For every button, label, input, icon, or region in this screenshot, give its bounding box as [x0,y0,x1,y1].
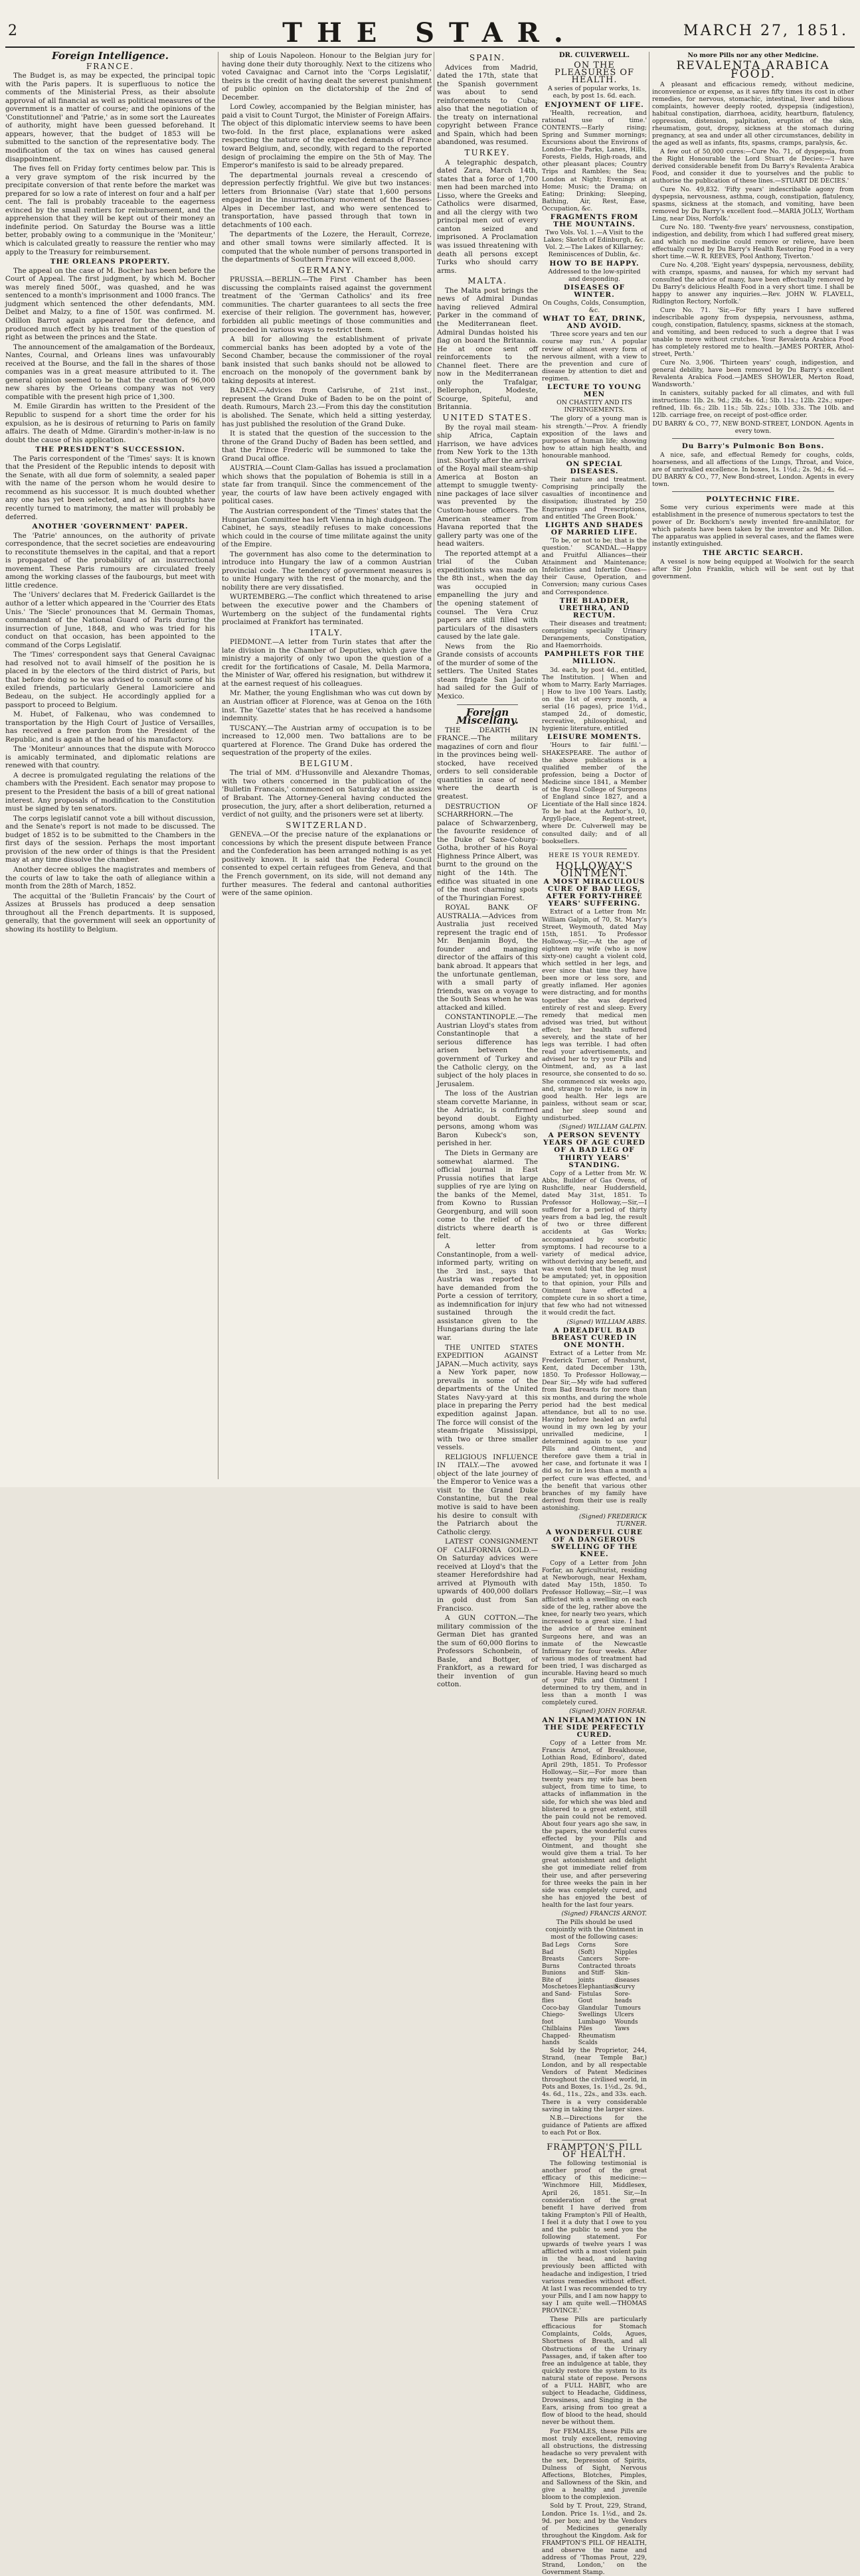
ad-holloway-sub: A DREADFUL BAD BREAST CURED IN ONE MONTH. [551,1326,638,1349]
article-paragraph: Mr. Mather, the young Englishman who was cut down by an Austrian officer at Florence, was at Genoa on the 16th inst. The 'Gazette' states that he has received a handsome indemnity. [222,689,432,723]
ailment-item: Bad Legs [542,1942,570,1949]
ad-holloway-letter: Copy of a Letter from Mr. Francis Arnot, of Breakhouse, Lothian Road, Edinboro', dated April 29th, 1851. To Professor Holloway,—Sir,—For more than twenty years my wife has been subject, from time to time, to attacks of inflammation in the side, for which she was bled and blistered to a great extent, still the pain could not be removed. About four years ago she saw, in the papers, the wonderful cures effected by your Pills and Ointment, and thought she would give them a trial. To her great astonishment and delight she got immediate relief from their use, and after persevering for three weeks the pain in her side was completely cured, and she has enjoyed the best of health for the last four years. [542,1739,647,1909]
ad-bladder-text: Their diseases and treatment; comprising specially Urinary Derangements, Constipation, and Haemorrhoids. [542,619,647,650]
ad-fragments-text: Two Vols. Vol. 1.—A Visit to the Lakes; Sketch of Edinburgh, &c. Vol. 2.—The Lakes of Killarney; Reminiscences of Dublin, &c. [543,229,645,259]
ad-frampton-text: For FEMALES, these Pills are most truly excellent, removing all obstructions, the distressing headache so very prevalent with the sex, Depression of Spirits, Dulness of Sight, Nervous Affections, Blotches, Pimples, and Sallowness of the Skin, and give a healthy and juvenile bloom to the complexion. [542,2427,647,2502]
arctic-title: THE ARCTIC SEARCH. [703,549,804,558]
ad-culverwell-name: DR. CULVERWELL. [559,52,630,59]
ad-holloway-signature: (Signed) FREDERICK TURNER. [578,1513,647,1528]
article-paragraph: News from the Rio Grande consists of accounts of the murder of some of the settlers. The United States steam frigate San Jacinto had sailed for the Gulf of Mexico. [437,642,538,701]
article-paragraph: The 'Moniteur' announces that the dispute with Morocco is amicably terminated, and diplomatic relations are renewed with that country. [5,745,215,770]
article-paragraph: The Paris correspondent of the 'Times' says: It is known that the President of the Republic intends to deposit with the Senate, with all due form of solemnity, a sealed paper with the name of the person whom he would desire to recommend as his successor. It is much doubted whether any one has yet been selected, and as his thoughts have recently turned to matrimony, the matter will probably be deferred. [5,454,215,521]
heading-united-states: UNITED STATES. [442,412,533,422]
ad-special-title: ON SPECIAL DISEASES. [566,459,623,476]
ad-frampton-text: Sold by T. Prout, 229, Strand, London. Price 1s. 1½d., and 2s. 9d. per box; and by the Vendors of Medicines generally throughout the Kingdom. Ask for FRAMPTON'S PILL OF HEALTH, and observe the name and address of 'Thomas Prout, 229, Strand, London,' on the Government Stamp. [542,2502,647,2576]
ad-pamphlets-title: PAMPHLETS FOR THE MILLION. [544,650,645,666]
ailment-item: Glandular Swellings [578,2004,608,2019]
masthead-rule [5,46,855,48]
article-paragraph: The announcement of the amalgamation of the Bordeaux, Nantes, Cournal, and Orleans lines was unfavourably received at the Bourse, and the fall in the shares of those companies was in a great measure attributed to it. The general opinion seemed to be that the creation of 96,000 new shares by the Orleans company was not very compatible with the present high price of 1,300. [5,343,215,401]
ailment-item: Coco-bay [542,2004,570,2012]
article-paragraph: The appeal on the case of M. Bocher has been before the Court of Appeal. The first judgment, by which M. Bocher was merely fined 500f., was quashed, and he was sentenced to a month's imprisonment and 1000 francs. The judgment which sentenced the other defendants, MM. Delbet and Malzy, to a fine of 150f. was confirmed. M. Odillon Barrot again appeared for the defence, and produced much effect by his treatment of the question of right as between the princes and the State. [5,266,215,342]
ailment-item: Fistulas [578,1990,602,1998]
ad-holloway-signature: (Signed) JOHN FORFAR. [569,1708,647,1716]
masthead [0,0,860,48]
heading-italy: ITALY. [309,627,344,637]
ad-pleasures-sub: A series of popular works, 1s. each, by post 1s. 6d. each. [548,85,641,100]
misc-paragraph: THE UNITED STATES EXPEDITION AGAINST JAPAN.—Much activity, says a New York paper, now prevails in some of the departments of the United States Navy-yard at this place in preparing the Perry expedition against Japan. The force will consist of the steam-frigate Mississippi, with two or three smaller vessels. [437,1343,538,1452]
article-paragraph: A decree is promulgated regulating the relations of the chambers with the President. Each senator may propose to present to the President the basis of a bill of great national interest. Any proposals of modification to the Constitution must be signed by ten senators. [5,771,215,813]
ad-divider [562,848,627,849]
polytechnic-text: Some very curious experiments were made at this establishment in the presence of numerous spectators to test the power of Dr. Bockhorn's newly invented fire-annihilator, for which patents have been taken by the inventor and Mr. Dillon. The apparatus was applied in several cases, and the flames were instantly extinguished. [652,504,854,548]
ad-holloway-title: HOLLOWAY'S OINTMENT. [555,859,634,879]
ailment-item: Bite of Moschetoes and Sand-flies [542,1976,578,2005]
ad-divider [672,491,834,492]
ailment-item: Chiego-foot [542,2012,565,2026]
ailment-item: Wounds [614,2018,638,2026]
article-paragraph: It is stated that the question of the succession to the throne of the Grand Duchy of Baden has been settled, and that the Prince Frederic will be summoned to take the Grand Ducal office. [222,430,432,463]
heading-switzerland: SWITZERLAND. [286,820,368,830]
issue-date: MARCH 27, 1851. [683,23,848,39]
ad-divider [672,438,834,439]
ad-revalenta-cure: Cure No. 71. 'Sir,—For fifty years I have suffered indescribable agony from dyspepsia, nervousness, asthma, cough, constipation, flatulency, spasms, sickness at the stomach, and vomiting, and been reduced to such a degree that I was unable to move without crutches. Your Revalenta Arabica Food has completely restored me to health.—JAMES PORTER, Athol-street, Perth.' [652,307,854,359]
ad-lecture-sub: ON CHASTITY AND ITS INFRINGEMENTS. [557,399,632,414]
ad-happy-text: Addressed to the low-spirited and desponding. [548,268,641,283]
ad-pulmonic-title: Du Barry's Pulmonic Bon Bons. [681,442,825,451]
ailment-item: Sore Nipples [614,1942,638,1956]
article-paragraph: Another decree obliges the magistrates and members of the courts of law to take the oath of allegiance within a month from the 28th of March, 1852. [5,865,215,891]
ailment-item: Tumours [614,2004,641,2012]
column-2 [222,52,432,1479]
article-paragraph: The government has also come to the determination to introduce into Hungary the law of a common Austrian provincial code. The tendency of government measures is to unite Hungary with the rest of the monarchy, and the nobility there are very dissatisfied. [222,550,432,592]
article-paragraph: Advices from Madrid, dated the 17th, state that the Spanish government was about to send reinforcements to Cuba; also that the negotiation of the treaty on international copyright between France and Spain, which had been abandoned, was resumed. [437,63,538,147]
ad-holloway-list-intro: The Pills should be used conjointly with the Ointment in most of the following cases: [545,1919,644,1941]
ailment-item: Corns (Soft) [578,1942,596,1956]
article-paragraph: M. Emile Girardin has written to the President of the Republic to suspend for a short time the order for his expulsion, as he is desirous of returning to Paris on family affairs. The death of Mdme. Girardin's mother-in-law is no doubt the cause of his application. [5,402,215,444]
ad-lights-title: LIGHTS AND SHADES OF MARRIED LIFE. [545,521,644,536]
ailment-item: Chapped-hands [542,2032,570,2047]
misc-paragraph: CONSTANTINOPLE.—The Austrian Lloyd's states from Constantinople that a serious difference has arisen between the government of Turkey and the Catholic clergy, on the subject of the holy places in Jerusalem. [437,1013,538,1088]
ad-happy-title: HOW TO BE HAPPY. [549,259,640,268]
misc-paragraph: A GUN COTTON.—The military commission of the German Diet has granted the sum of 60,000 florins to Professors Schonbein, of Basle, and Bottger, of Frankfort, as a reward for their invention of gun cotton. [437,1614,538,1689]
ad-enjoyment-text: 'Health, recreation, and rational use of time.' CONTENTS.—Early rising; Spring and Summer mornings; Excursions about the Environs of London—the Parks, Lanes, Hills, Forests, Fields, High-roads, and other pleasant places; Country Trips and Rambles; the Sea; London at Night; Evenings at Home; Music; the Drama; on Eating; Drinking; Sleeping, Bathing, Air, Rest, Ease, Occupation, &c. [542,109,647,212]
ad-holloway-sub: A PERSON SEVENTY YEARS OF AGE CURED OF A BAD LEG OF THIRTY YEARS' STANDING. [543,1131,645,1169]
ailment-item: Lumbago [578,2018,606,2026]
article-paragraph: The 'Patrie' announces, on the authority of private correspondence, that the secret societies are endeavouring to reconstitute themselves in the capital, and that a report is propagated of the probability of an insurrectional movement. These Paris rumours are circulated freely among the working classes of the faubourgs, but meet with little credence. [5,531,215,590]
ailment-item: Bad Breasts [542,1949,564,1963]
ad-revalenta-cure: Cure No. 49,832. 'Fifty years' indescribable agony from dyspepsia, nervousness, asthma, cough, constipation, flatulency, spasms, sickness at the stomach, and vomiting, have been removed by Du Barry's excellent food.—MARIA JOLLY, Wortham Ling, near Diss, Norfolk.' [652,186,854,223]
ad-holloway-note: N.B.—Directions for the guidance of Patients are affixed to each Pot or Box. [542,2114,647,2136]
ad-bladder-title: THE BLADDER, URETHRA, AND RECTUM. [559,596,630,619]
ad-special-text: Their nature and treatment. Comprising principally the casualties of incontinence and dissipation; illustrated by 250 Engravings and Prescriptions, and entitled 'The Green Book.' [542,476,647,521]
ad-lecture-text: 'The glory of a young man is his strength.'—Prov. A friendly exposition of the laws and purposes of human life; showing how to attain high health, and honourable manhood. [542,415,647,459]
ailment-item: Contracted and Stiff-joints [578,1963,612,1984]
misc-paragraph: RELIGIOUS INFLUENCE IN ITALY.—The avowed object of the late journey of the Emperor to Venice was a visit to the Grand Duke Constantine, but the real motive is said to have been his desire to consult with the Patriarch about the Catholic clergy. [437,1453,538,1536]
ailment-item: Gout [578,1998,593,2005]
misc-paragraph: The Diets in Germany are somewhat alarmed. The official journal in East Prussia notifies that large supplies of rye are lying on the banks of the Memel, from Kowno to Russian Georgenburg, and will soon come to the relief of the districts where dearth is felt. [437,1149,538,1241]
ailment-item: Bunions [542,1970,566,1977]
ad-enjoyment-title: ENJOYMENT OF LIFE. [545,100,644,109]
newspaper-title: THE STAR. [282,17,578,48]
ad-eat-title: WHAT TO EAT, DRINK, AND AVOID. [543,315,646,331]
ad-holloway-sub: A MOST MIRACULOUS CURE OF BAD LEGS, AFTER FORTY-THREE YEARS' SUFFERING. [543,878,645,908]
ad-holloway-signature: (Signed) WILLIAM GALPIN. [559,1123,647,1131]
ad-pulmonic-text: A nice, safe, and effectual Remedy for coughs, colds, hoarseness, and all affections of the Lungs, Throat, and Voice, are of unrivalled excellence. In boxes, 1s. 1½d.; 2s. 9d.; 4s. 6d.—DU BARRY & CO., 77, New Bond-street, London. Agents in every town. [652,451,854,488]
subheading-government-paper: ANOTHER 'GOVERNMENT' PAPER. [32,523,189,531]
ailment-item: Piles [578,2026,592,2033]
misc-paragraph: The loss of the Austrian steam corvette Marianne, in the Adriatic, is confirmed beyond doubt. Eighty persons, among whom was Baron Kubeck's son, perished in her. [437,1089,538,1148]
ad-lights-text: 'To be, or not to be; that is the question.' SCANDAL.—Happy and Fruitful Alliances—their Attainment and Maintenance; Infelicities and Infertile Ones—their Cause, Operation, and Conversion; many curious Cases and Correspondence. [542,536,647,596]
ad-revalenta-cure: Cure No. 3,906. 'Thirteen years' cough, indigestion, and general debility, have been removed by Du Barry's excellent Revalenta Arabica Food.—JAMES SHOWLER, Merton Road, Wandsworth.' [652,359,854,389]
heading-malta: MALTA. [468,276,507,286]
heading-turkey: TURKEY. [464,148,511,158]
ad-leisure-title: LEISURE MOMENTS. [547,733,642,742]
ailment-item: Skin-diseases [614,1970,640,1984]
ad-remedy-head: HERE IS YOUR REMEDY. [549,852,640,859]
page-number: 2 [8,23,17,39]
article-paragraph: BADEN.—Advices from Carlsruhe, of 21st inst., represent the Grand Duke of Baden to be on the point of death. Rumours, March 23.—From this day the constitution is abolished. The Senate, which held a sitting yesterday, has just published the resolution of the Grand Duke. [222,386,432,428]
ad-holloway-letter: Extract of a Letter from Mr. William Galpin, of 70, St. Mary's Street, Weymouth, dated May 15th, 1851. To Professor Holloway,—Sir,—At the age of eighteen my wife (who is now sixty-one) caught a violent cold, which settled in her legs, and ever since that time they have been more or less sore, and greatly inflamed. Her agonies were distracting, and for months together she was deprived entirely of rest and sleep. Every remedy that medical men advised was tried, but without effect; her health suffered severely, and the state of her legs was terrible. I had often read your advertisements, and advised her to try your Pills and Ointment, and, as a last resource, she consented to do so. She commenced six weeks ago, and, strange to relate, is now in good health. Her legs are painless, without seam or scar, and her sleep sound and undisturbed. [542,908,647,1123]
article-paragraph: ship of Louis Napoleon. Honour to the Belgian jury for having done their duty thoroughly. Next to the citizens who voted Cavaignac and Carnot into the 'Corps Legislatif,' theirs is the credit of having dealt the severest punishment of public opinion on the dictatorship of the 2nd of December. [222,52,432,102]
ad-holloway-letter: Copy of a Letter from John Forfar, an Agriculturist, residing at Newborough, near Hexham, dated May 15th, 1850. To Professor Holloway,—Sir,—I was afflicted with a swelling on each side of the leg, rather above the knee, for nearly two years, which increased to a great size. I had the advice of three eminent Surgeons here, and was an inmate of the Newcastle Infirmary for four weeks. After various modes of treatment had been tried, I was discharged as incurable. Having heard so much of your Pills and Ointment I determined to try them, and in less than a month I was completely cured. [542,1559,647,1707]
article-paragraph: AUSTRIA.—Count Clam-Gallas has issued a proclamation which shows that the population of Bohemia is still in a state far from tranquil. Since the commencement of the year, the courts of law have been actively engaged with political cases. [222,464,432,506]
heading-belgium: BELGIUM. [299,758,355,768]
ailment-item: Elephantiasis [578,1984,618,1991]
ad-holloway-ailment-list [542,1942,647,2047]
article-paragraph: WURTEMBERG.—The conflict which threatened to arise between the executive power and the Chambers of Wurtemberg on the subject of the fundamental rights proclaimed at Frankfort has terminated. [222,593,432,627]
ad-holloway-sold: Sold by the Proprietor, 244, Strand, (near Temple Bar,) London, and by all respectable Vendors of Patent Medicines throughout the civilised world, in Pots and Boxes, 1s. 1½d., 2s. 9d., 4s. 6d., 11s., 22s., and 33s. each. There is a very considerable saving in taking the larger sizes. [542,2046,647,2113]
misc-paragraph: DESTRUCTION OF SCHARRHORN.—The palace of Schwarzenberg, the favourite residence of the Duke of Saxe-Coburg-Gotha, brother of his Royal Highness Prince Albert, was burnt to the ground on the night of the 14th. The edifice was situated in one of the most charming spots of the Thuringian Forest. [437,802,538,902]
article-paragraph: The fives fell on Friday forty centimes below par. This is a very grave symptom of the risk incurred by the precipitate conversion of that rente before the market was prepared for so low a rate of interest on four and a half per cent. The fall is probably traceable to the eagerness evinced by the small rentiers for reimbursement, and the apprehension that they will be kept out of their money an indefinite period. On Saturday the Bourse was a little better, probably owing to a communique in the 'Moniteur,' which is calculated greatly to reassure the rentier who may apply to the Treasury for reimbursement. [5,165,215,256]
column-3 [437,52,538,1689]
column-1 [5,52,215,1479]
article-paragraph: The trial of MM. d'Hussonville and Alexandre Thomas, with two others concerned in the publication of the 'Bulletin Francais,' commenced on Saturday at the assizes of Brabant. The Attorney-General having conducted the prosecution, the jury, after a short deliberation, returned a verdict of not guilty, and the prisoners were set at liberty. [222,769,432,819]
misc-paragraph: THE DEARTH IN FRANCE.—The military magazines of corn and flour in the provinces being well-stocked, have received orders to sell considerable quantities in case of need where the dearth is greatest. [437,726,538,801]
article-paragraph: By the royal mail steam-ship Africa, Captain Harrison, we have advices from New York to the 13th inst. Shortly after the arrival of the Royal mail steam-ship America at Boston an attempt to smuggle twenty-nine packages of lace silver was prevented by the Custom-house officers. The American steamer from Havana reported that the gallery party was one of the head waiters. [437,423,538,548]
ad-revalenta-address: DU BARRY & CO., 77, NEW BOND-STREET, LONDON. Agents in every town. [652,420,854,436]
ailment-item: Scurvy [614,1984,636,1991]
article-paragraph: The reported attempt at a trial of the Cuban expeditionists was made on the 8th inst., when the day was occupied in empanelling the jury and the opening statement of counsel. The Vera Cruz papers are still filled with particulars of the disasters caused by the late gale. [437,549,538,641]
ailment-item: Chilblains [542,2026,572,2033]
section-title-foreign-intelligence: Foreign Intelligence. [52,50,169,62]
subheading-president: THE PRESIDENT'S SUCCESSION. [35,445,185,454]
article-paragraph: TUSCANY.—The Austrian army of occupation is to be increased to 12,000 men. Two battalions are to be quartered at Florence. The Grand Duke has ordered the sequestration of the property of the exiles. [222,724,432,758]
article-paragraph: PRUSSIA.—BERLIN.—The First Chamber has been discussing the complaints raised against the government treatment of the 'German Catholics' and its free communities. The charter guarantees to all sects the free exercise of their religion. The government has, however, forbidden all public meetings of those communities and proceeded in various ways to restrict them. [222,276,432,334]
article-paragraph: GENEVA.—Of the precise nature of the explanations or concessions by which the present dispute between France and the Confederation has been arranged nothing is as yet positively known. It is said that the Federal Council consented to expel certain refugees from Geneva, and that the French government, on its side, will not demand any further measures. The federal and cantonal authorities were of the same opinion. [222,831,432,898]
ad-frampton-title: FRAMPTON'S PILL OF HEALTH. [547,2142,642,2160]
article-paragraph: Lord Cowley, accompanied by the Belgian minister, has paid a visit to Count Turgot, the Minister of Foreign Affairs. The object of this diplomatic interview seems to have been two-fold. In the first place, explanations were asked respecting the nature of the expected demands of France toward Belgium, and, secondly, with regard to the reported design of proclaiming the empire on the 5th of May. The Emperor's manifesto is said to be already prepared. [222,103,432,170]
advertisements-column [542,52,647,2576]
article-paragraph: PIEDMONT.—A letter from Turin states that after the late division in the Chamber of Deputies, which gave the ministry a majority of only two upon the question of a credit for the fortifications of Casale, M. Della Marmora, the Minister of War, offered his resignation, but withdrew it at the earnest request of his colleagues. [222,638,432,688]
ailment-item: Scalds [578,2040,598,2047]
ad-revalenta-price: In canisters, suitably packed for all climates, and with full instructions: 1lb. 2s. 9d.; 2lb. 4s. 6d.; 5lb. 11s.; 12lb. 22s.; super-refined, 1lb. 6s.; 2lb. 11s.; 5lb. 22s.; 10lb. 33s. The 10lb. and 12lb. carriage free, on receipt of post-office order. [652,390,854,420]
ad-frampton-text: The following testimonial is another proof of the great efficacy of this medicine:— 'Winchmore Hill, Middlesex, April 26, 1851. Sir,—In consideration of the great benefit I have derived from taking Frampton's Pill of Health, I feel it a duty that I owe to you and the public to send you the following statement. For upwards of twelve years I was afflicted with a most violent pain in the head, and having previously been afflicted with headache and indigestion, I tried various remedies without effect. At last I was recommended to try your Pills, and I am now happy to say I am quite well.—THOMAS PROVINCE.' [542,2160,647,2315]
article-paragraph: The Budget is, as may be expected, the principal topic with the Paris papers. It is superfluous to notice the comments of the Ministerial Press, as their absolute approval of all financial as well as political measures of the government is a matter of course; and the opinions of the 'Constitutionnel' and 'Patrie,' as in some sort the Laureates of authority, might have been guessed beforehand. It appears, however, that the budget of 1853 will be submitted to the sanction of the representative body. The modification of the tax on wines has caused general disappointment. [5,72,215,163]
section-divider [457,704,518,705]
ad-revalenta-cure: Cure No. 4,208. 'Eight years' dyspepsia, nervousness, debility, with cramps, spasms, and nausea, for which my servant had consulted the advice of many, have been effectually removed by Du Barry's delicious Health Food in a very short time. I shall be happy to answer any inquiries.—Rev. JOHN W. FLAVELL, Ridlington Rectory, Norfolk.' [652,262,854,306]
ad-revalenta-cure: Cure No. 180. 'Twenty-five years' nervousness, constipation, indigestion, and debility, from which I had suffered great misery, and which no medicine could remove or relieve, have been effectually cured by Du Barry's Health Restoring Food in a very short time.—W. R. REEVES, Pool Anthony, Tiverton.' [652,224,854,261]
misc-paragraph: LATEST CONSIGNMENT OF CALIFORNIA GOLD.—On Saturday advices were received at Lloyd's that the steamer Herefordshire had arrived at Plymouth with upwards of 400,000 dollars in gold dust from San Francisco. [437,1538,538,1613]
ad-leisure-text: 'Hours to fair fulfil.'—SHAKESPEARE. The author of the above publications is a qualified member of the profession, being a Doctor of Medicine since 1841, a Member of the Royal College of Surgeons of England since 1827, and a Licentiate of the Hall since 1824. To be had at the Author's, 10, Argyll-place, Regent-street, where Dr. Culverwell may be consulted daily; and of all booksellers. [542,742,647,845]
ad-revalenta-cure: A few out of 50,000 cures:—Cure No. 71, of dyspepsia, from the Right Honourable the Lord Stuart de Decies:—'I have derived considerable benefit from Du Barry's Revalenta Arabica Food, and consider it due to yourselves and the public to authorise the publication of these lines.—STUART DE DECIES.' [652,148,854,185]
ad-holloway-sub: AN INFLAMMATION IN THE SIDE PERFECTLY CURED. [542,1716,647,1739]
ad-winter-text: On Coughs, Colds, Consumption, &c. [543,299,646,315]
ad-holloway-letter: Extract of a Letter from Mr. Frederick Turner, of Penshurst, Kent, dated December 13th, 1850. To Professor Holloway,—Dear Sir,—My wife had suffered from Bad Breasts for more than six months, and during the whole period had the best medical attendance, but all to no use. Having before healed an awful wound in my own leg by your unrivalled medicine, I determined again to use your Pills and Ointment, and therefore gave them a trial in her case, and fortunate it was I did so, for in less than a month a perfect cure was effected, and the benefit that various other branches of my family have derived from their use is really astonishing. [542,1349,647,1512]
article-paragraph: The Austrian correspondent of the 'Times' states that the Hungarian Committee has left Vienna in high dudgeon. The Cabinet, he says, steadily refuses to make concessions which could in the course of time militate against the unity of the Empire. [222,507,432,549]
ailment-item: Yaws [614,2026,630,2033]
section-title-foreign-miscellany: Foreign Miscellany. [456,706,519,727]
ad-pamphlets-text: 3d. each, by post 4d., entitled, The Institution. | When and whom to Marry. Early Marriages. | How to live 100 Years. Lastly, on the 1st of every month, a serial (16 pages), price 1½d., stamped 2d., of domestic, recreative, philosophical, and hygienic literature, entitled [542,666,647,733]
ad-holloway-sub: A WONDERFUL CURE OF A DANGEROUS SWELLING OF THE KNEE. [545,1528,644,1559]
article-paragraph: The acquittal of the 'Bulletin Francais' by the Court of Assizes at Brussels has produced a deep sensation throughout all the French departments. It is supposed, generally, that the government will seek an opportunity of showing its hostility to Belgium. [5,892,215,933]
article-paragraph: The Malta post brings the news of Admiral Dundas having relieved Admiral Parker in the command of the Mediterranean fleet. Admiral Dundas hoisted his flag on board the Britannia. He at once sent off reinforcements to the Channel fleet. There are now in the Mediterranean only the Trafalgar, Bellerophon, Modeste, Scourge, Spiteful, and Britannia. [437,286,538,412]
ailment-item: Sore-heads [614,1990,632,2005]
subheading-orleans: THE ORLEANS PROPERTY. [50,258,171,266]
ad-lecture-title: LECTURE TO YOUNG MEN [547,383,642,399]
article-paragraph: The corps legislatif cannot vote a bill without discussion, and the Senate's report is not made to be discussed. The budget of 1852 is to be submitted to the Chambers in the first days of the session. Perhaps the most important provision of the new order of things is that the President may at any time dissolve the chamber. [5,814,215,864]
arctic-text: A vessel is now being equipped at Woolwich for the search after Sir John Franklin, which will be sent out by that government. [652,558,854,580]
ad-holloway-signature: (Signed) FRANCIS ARNOT. [561,1909,647,1917]
article-paragraph: The 'Times' correspondent says that General Cavaignac had resolved not to avail himself of the position he is placed in by the electors of the third district of Paris, but that before doing so he was advised to consult some of his exiled friends, particularly General Lamoriciere and Bedeau, on the subject. He accordingly applied for a passport to proceed to Belgium. [5,651,215,709]
misc-paragraph: A letter from Constantinople, from a well-informed party, writing on the 3rd inst., says that Austria was reported to have demanded from the Porte a cession of territory, as indemnification for injury sustained through the assistance given to the Hungarians during the late war. [437,1242,538,1342]
article-paragraph: M. Hubet, of Falkenau, who was condemned to transportation by the High Court of Justice of Versailles, has received a free pardon from the President of the Republic, and is again at the head of his manufactory. [5,710,215,744]
ailment-item: Burns [542,1963,560,1970]
polytechnic-title: POLYTECHNIC FIRE. [706,495,800,503]
heading-spain: SPAIN. [469,53,506,62]
ad-eat-text: 'Three score years and ten our course may run.' A popular review of almost every form of nervous ailment, with a view to the prevention and cure of disease by attention to diet and regimen. [542,331,647,382]
ad-holloway-letter: Copy of a Letter from Mr. W. Abbs, Builder of Gas Ovens, of Rushcliffe, near Huddersfield, dated May 31st, 1851. To Professor Holloway,—Sir,—I suffered for a period of thirty years from a bad leg, the result of two or three different accidents at Gas Works; accompanied by scorbutic symptoms. I had recourse to a variety of medical advice, without deriving any benefit, and was even told that the leg must be amputated; yet, in opposition to that opinion, your Pills and Ointment have effected a complete cure in so short a time, that few who had not witnessed it would credit the fact. [542,1169,647,1317]
article-paragraph: The departmental journals reveal a crescendo of depression perfectly frightful. We give but two instances: letters from Brionnaise (Var) state that 1,600 persons engaged in the insurrectionary movement of the Basses-Alpes in December last, and who were sentenced to transportation, have passed through that town in detachments of 100 each. [222,171,432,229]
ailment-item: Sore-throats [614,1956,636,1970]
ad-revalenta-text: A pleasant and efficacious remedy, without medicine, inconvenience or expense, as it saves fifty times its cost in other remedies, for nervous, stomachic, intestinal, liver and bilious complaints, however deeply rooted, dyspepsia (indigestion), habitual constipation, diarrhoea, acidity, heartburn, flatulency, oppression, distension, palpitation, eruption of the skin, rheumatism, gout, dropsy, sickness at the stomach during pregnancy, at sea and under all other circumstances, debility in the aged as well as infants, fits, spasms, cramps, paralysis, &c. [652,81,854,147]
article-paragraph: A telegraphic despatch, dated Zara, March 14th, states that a force of 1,700 men had been marched into Lisso, where the Greeks and Catholics were disarmed, and all the clergy with two principal men out of every canton seized and imprisoned. A Proclamation was issued threatening with death all persons except Turks who should carry arms. [437,158,538,275]
ad-fragments-title: FRAGMENTS FROM THE MOUNTAINS. [550,212,639,229]
ad-pleasures-title: ON THE PLEASURES OF HEALTH. [554,60,635,86]
ad-holloway-signature: (Signed) WILLIAM ABBS. [566,1318,647,1326]
notice-no-more-pills: No more Pills nor any other Medicine. [687,52,819,59]
heading-france: FRANCE. [86,61,135,71]
article-paragraph: The departments of the Lozere, the Herault, Correze, and other small towns were similarly affected. It is computed that the whole number of persons transported in the departments of Southern France will exceed 8,000. [222,230,432,264]
article-paragraph: A bill for allowing the establishment of private commercial banks has been adopted by a vote of the Second Chamber, because the commissioner of the royal bank insisted that such banks should not be allowed to encroach on the monopoly of the government bank by taking deposits at interest. [222,335,432,385]
misc-paragraph: ROYAL BANK OF AUSTRALIA.—Advices from Australia just received represent the tragic end of Mr. Benjamin Boyd, the founder and managing director of the affairs of this bank abroad. It appears that the unfortunate gentleman, with a small party of friends, was on a voyage to the South Seas when he was attacked and killed. [437,904,538,1012]
article-paragraph: The 'Univers' declares that M. Frederick Gaillardet is the author of a letter which appeared in the 'Courrier des Etats Unis.' The 'Siecle' pronounces that M. Germain Thomas, commandant of the National Guard of Paris during the insurrection of June, 1848, and who was tried for his conduct on that occasion, has been appointed to the command of the Corps Legislatif. [5,591,215,649]
ailment-item: Ulcers [614,2012,634,2019]
column-4 [652,52,854,1479]
ad-winter-title: DISEASES OF WINTER. [563,283,626,299]
ailment-item: Cancers [578,1956,603,1963]
ad-frampton-text: These Pills are particularly efficacious for Stomach Complaints, Colds, Agues, Shortness of Breath, and all Obstructions of the Urinary Passages, and, if taken after too free an indulgence at table, they quickly restore the system to its natural state of repose. Persons of a FULL HABIT, who are subject to Headache, Giddiness, Drowsiness, and Singing in the Ears, arising from too great a flow of blood to the head, should never be without them. [542,2316,647,2427]
heading-germany: GERMANY. [298,265,355,275]
ailment-item: Rheumatism [578,2032,616,2040]
ad-revalenta-title: REVALENTA ARABICA FOOD. [676,59,830,81]
